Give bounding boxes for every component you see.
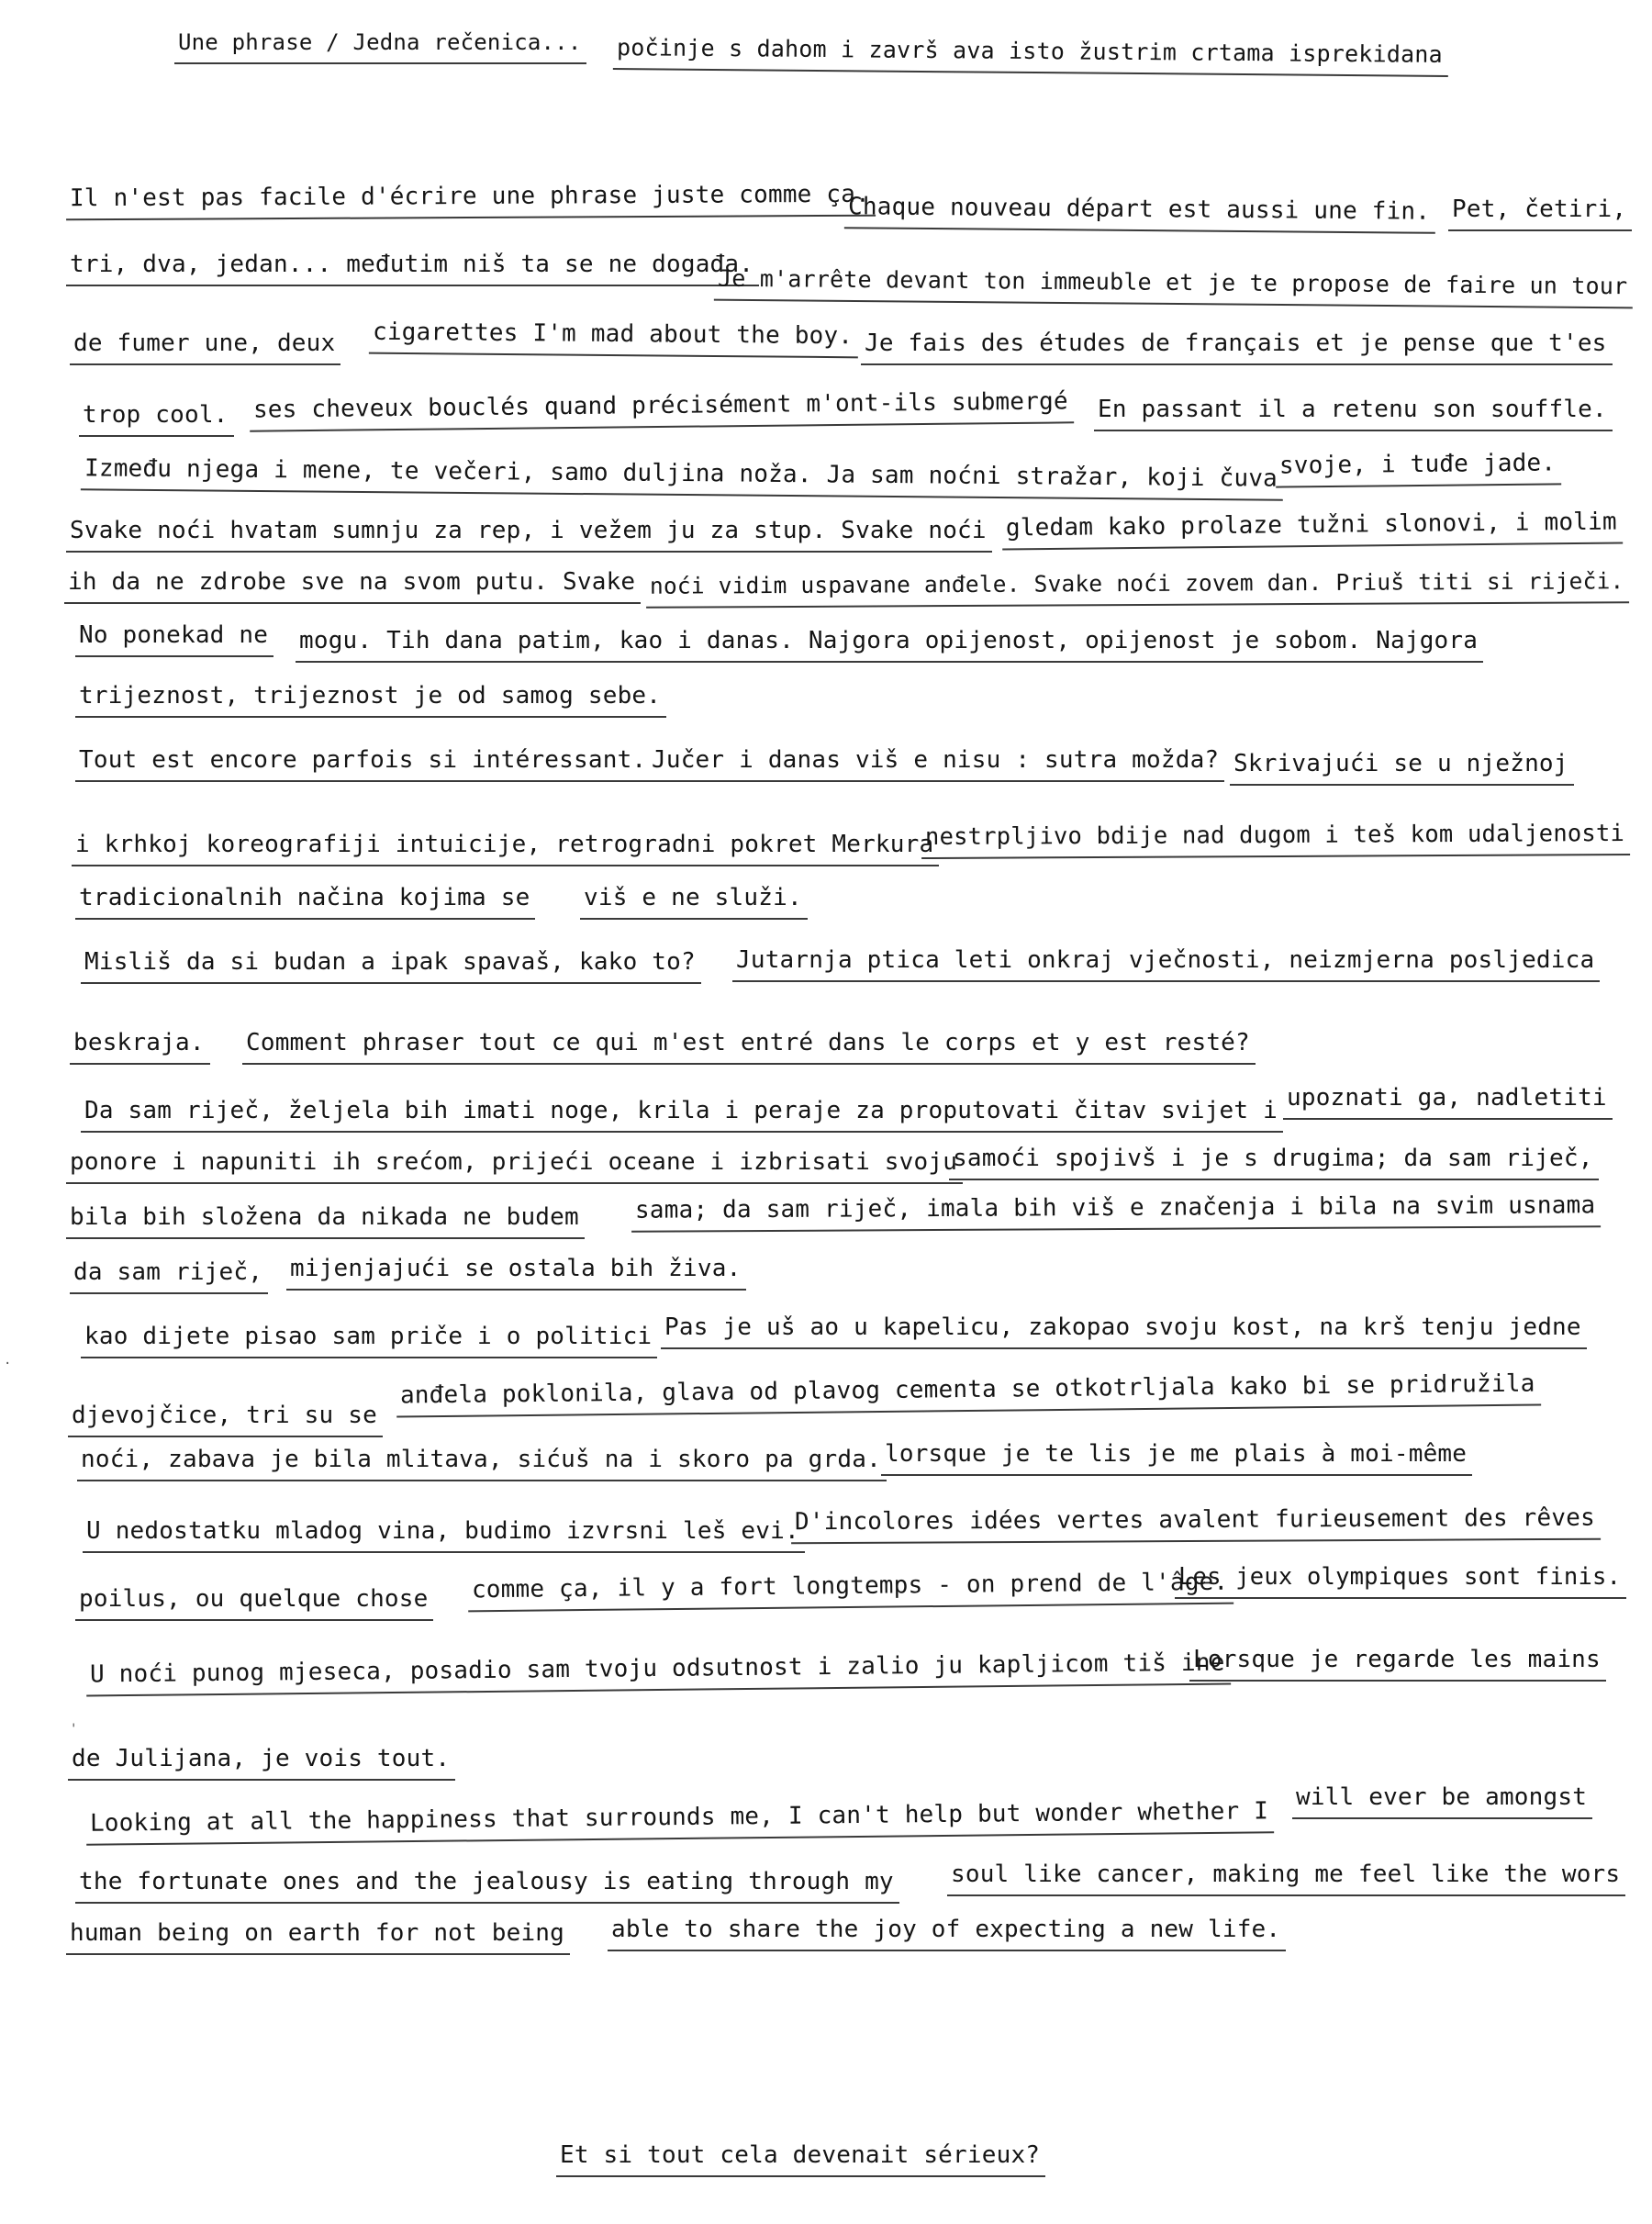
header-right: počinje s dahom i završ ava isto žustrim crtama isprekidana	[613, 33, 1448, 77]
fragment: comme ça, il y a fort longtemps - on prend de l'âge.	[468, 1568, 1234, 1613]
fragment: svoje, i tuđe jade.	[1276, 448, 1562, 487]
fragment: Comment phraser tout ce qui m'est entré dans le corps et y est resté?	[242, 1028, 1256, 1065]
fragment: Tout est encore parfois si intéressant.	[75, 745, 652, 782]
fragment: gledam kako prolaze tužni slonovi, i molim	[1002, 507, 1623, 550]
fragment: anđela poklonila, glava od plavog cementa se otkotrljala kako bi se pridružila	[396, 1369, 1541, 1417]
fragment: will ever be amongst	[1292, 1783, 1592, 1819]
fragment: ses cheveux bouclés quand précisément m'ont-ils submergé	[250, 386, 1074, 431]
fragment: ponore i napuniti ih srećom, prijeći oceane i izbrisati svoju	[66, 1147, 963, 1184]
fragment: de Julijana, je vois tout.	[68, 1744, 455, 1781]
fragment: Il n'est pas facile d'écrire une phrase juste comme ça.	[66, 180, 876, 221]
fragment: de fumer une, deux	[70, 329, 340, 365]
fragment: djevojčice, tri su se	[68, 1401, 383, 1437]
fragment: noći, zabava je bila mlitava, sićuš na i skoro pa grda.	[77, 1445, 887, 1481]
fragment: poilus, ou quelque chose	[75, 1584, 433, 1621]
fragment: Pet, četiri,	[1448, 195, 1632, 231]
fragment: Les jeux olympiques sont finis.	[1175, 1562, 1626, 1599]
header-left: Une phrase / Jedna rečenica...	[174, 28, 586, 64]
fragment: able to share the joy of expecting a new life.	[608, 1915, 1286, 1951]
fragment: bila bih složena da nikada ne budem	[66, 1202, 585, 1239]
fragment: soul like cancer, making me feel like the wors	[947, 1860, 1625, 1896]
closing-line: Et si tout cela devenait sérieux?	[556, 2140, 1045, 2177]
fragment: samoći spojivš i je s drugima; da sam riječ,	[949, 1144, 1599, 1180]
fragment: noći vidim uspavane anđele. Svake noći zovem dan. Priuš titi si riječi.	[646, 566, 1630, 609]
fragment: U noći punog mjeseca, posadio sam tvoju odsutnost i zalio ju kapljicom tiš ine	[86, 1648, 1231, 1696]
fragment: Skrivajući se u nježnoj	[1230, 749, 1574, 786]
fragment: Misliš da si budan a ipak spavaš, kako to?	[81, 947, 701, 984]
fragment: kao dijete pisao sam priče i o politici	[81, 1322, 657, 1358]
fragment: human being on earth for not being	[66, 1918, 570, 1955]
fragment: U nedostatku mladog vina, budimo izvrsni leš evi.	[83, 1516, 805, 1553]
fragment: Chaque nouveau départ est aussi une fin.	[844, 192, 1435, 234]
fragment: Da sam riječ, željela bih imati noge, krila i peraje za proputovati čitav svijet i	[81, 1096, 1283, 1133]
fragment: tri, dva, jedan... međutim niš ta se ne događa.	[66, 250, 759, 286]
fragment: the fortunate ones and the jealousy is eating through my	[75, 1867, 899, 1904]
fragment: upoznati ga, nadletiti	[1283, 1083, 1613, 1120]
fragment: mijenjajući se ostala bih živa.	[286, 1254, 746, 1291]
fragment: beskraja.	[70, 1028, 210, 1065]
fragment: tradicionalnih načina kojima se	[75, 883, 535, 920]
fragment: cigarettes I'm mad about the boy.	[369, 318, 859, 359]
fragment: trijeznost, trijeznost je od samog sebe.	[75, 681, 666, 718]
fragment: Lorsque je regarde les mains	[1189, 1645, 1606, 1682]
fragment: Između njega i mene, te večeri, samo duljina noža. Ja sam noćni stražar, koji čuva	[81, 453, 1283, 500]
fragment: mogu. Tih dana patim, kao i danas. Najgora opijenost, opijenost je sobom. Najgora	[296, 626, 1483, 663]
stray-mark: '	[70, 1722, 78, 1737]
fragment: Looking at all the happiness that surrounds me, I can't help but wonder whether I	[86, 1796, 1274, 1846]
fragment: ih da ne zdrobe sve na svom putu. Svake	[64, 567, 641, 604]
fragment: Pas je uš ao u kapelicu, zakopao svoju kost, na krš tenju jedne	[661, 1313, 1587, 1349]
fragment: da sam riječ,	[70, 1257, 268, 1294]
fragment: viš e ne služi.	[580, 883, 808, 920]
fragment: Jučer i danas viš e nisu : sutra možda?	[648, 745, 1224, 782]
fragment: D'incolores idées vertes avalent furieusement des rêves	[791, 1503, 1601, 1545]
stray-mark: ·	[4, 1357, 12, 1371]
fragment: nestrpljivo bdije nad dugom i teš kom udaljenosti	[921, 819, 1630, 859]
fragment: Je m'arrête devant ton immeuble et je te propose de faire un tour	[714, 264, 1634, 309]
fragment: sama; da sam riječ, imala bih viš e značenja i bila na svim usnama	[631, 1190, 1602, 1233]
fragment: Jutarnja ptica leti onkraj vječnosti, neizmjerna posljedica	[732, 945, 1600, 982]
fragment: No ponekad ne	[75, 620, 273, 657]
fragment: Svake noći hvatam sumnju za rep, i vežem ju za stup. Svake noći	[66, 516, 992, 553]
fragment: i krhkoj koreografiji intuicije, retrogradni pokret Merkura	[72, 830, 939, 866]
fragment: lorsque je te lis je me plais à moi-même	[881, 1439, 1472, 1476]
fragment: Je fais des études de français et je pense que t'es	[861, 329, 1613, 365]
fragment: En passant il a retenu son souffle.	[1094, 395, 1613, 431]
fragment: trop cool.	[79, 400, 234, 437]
